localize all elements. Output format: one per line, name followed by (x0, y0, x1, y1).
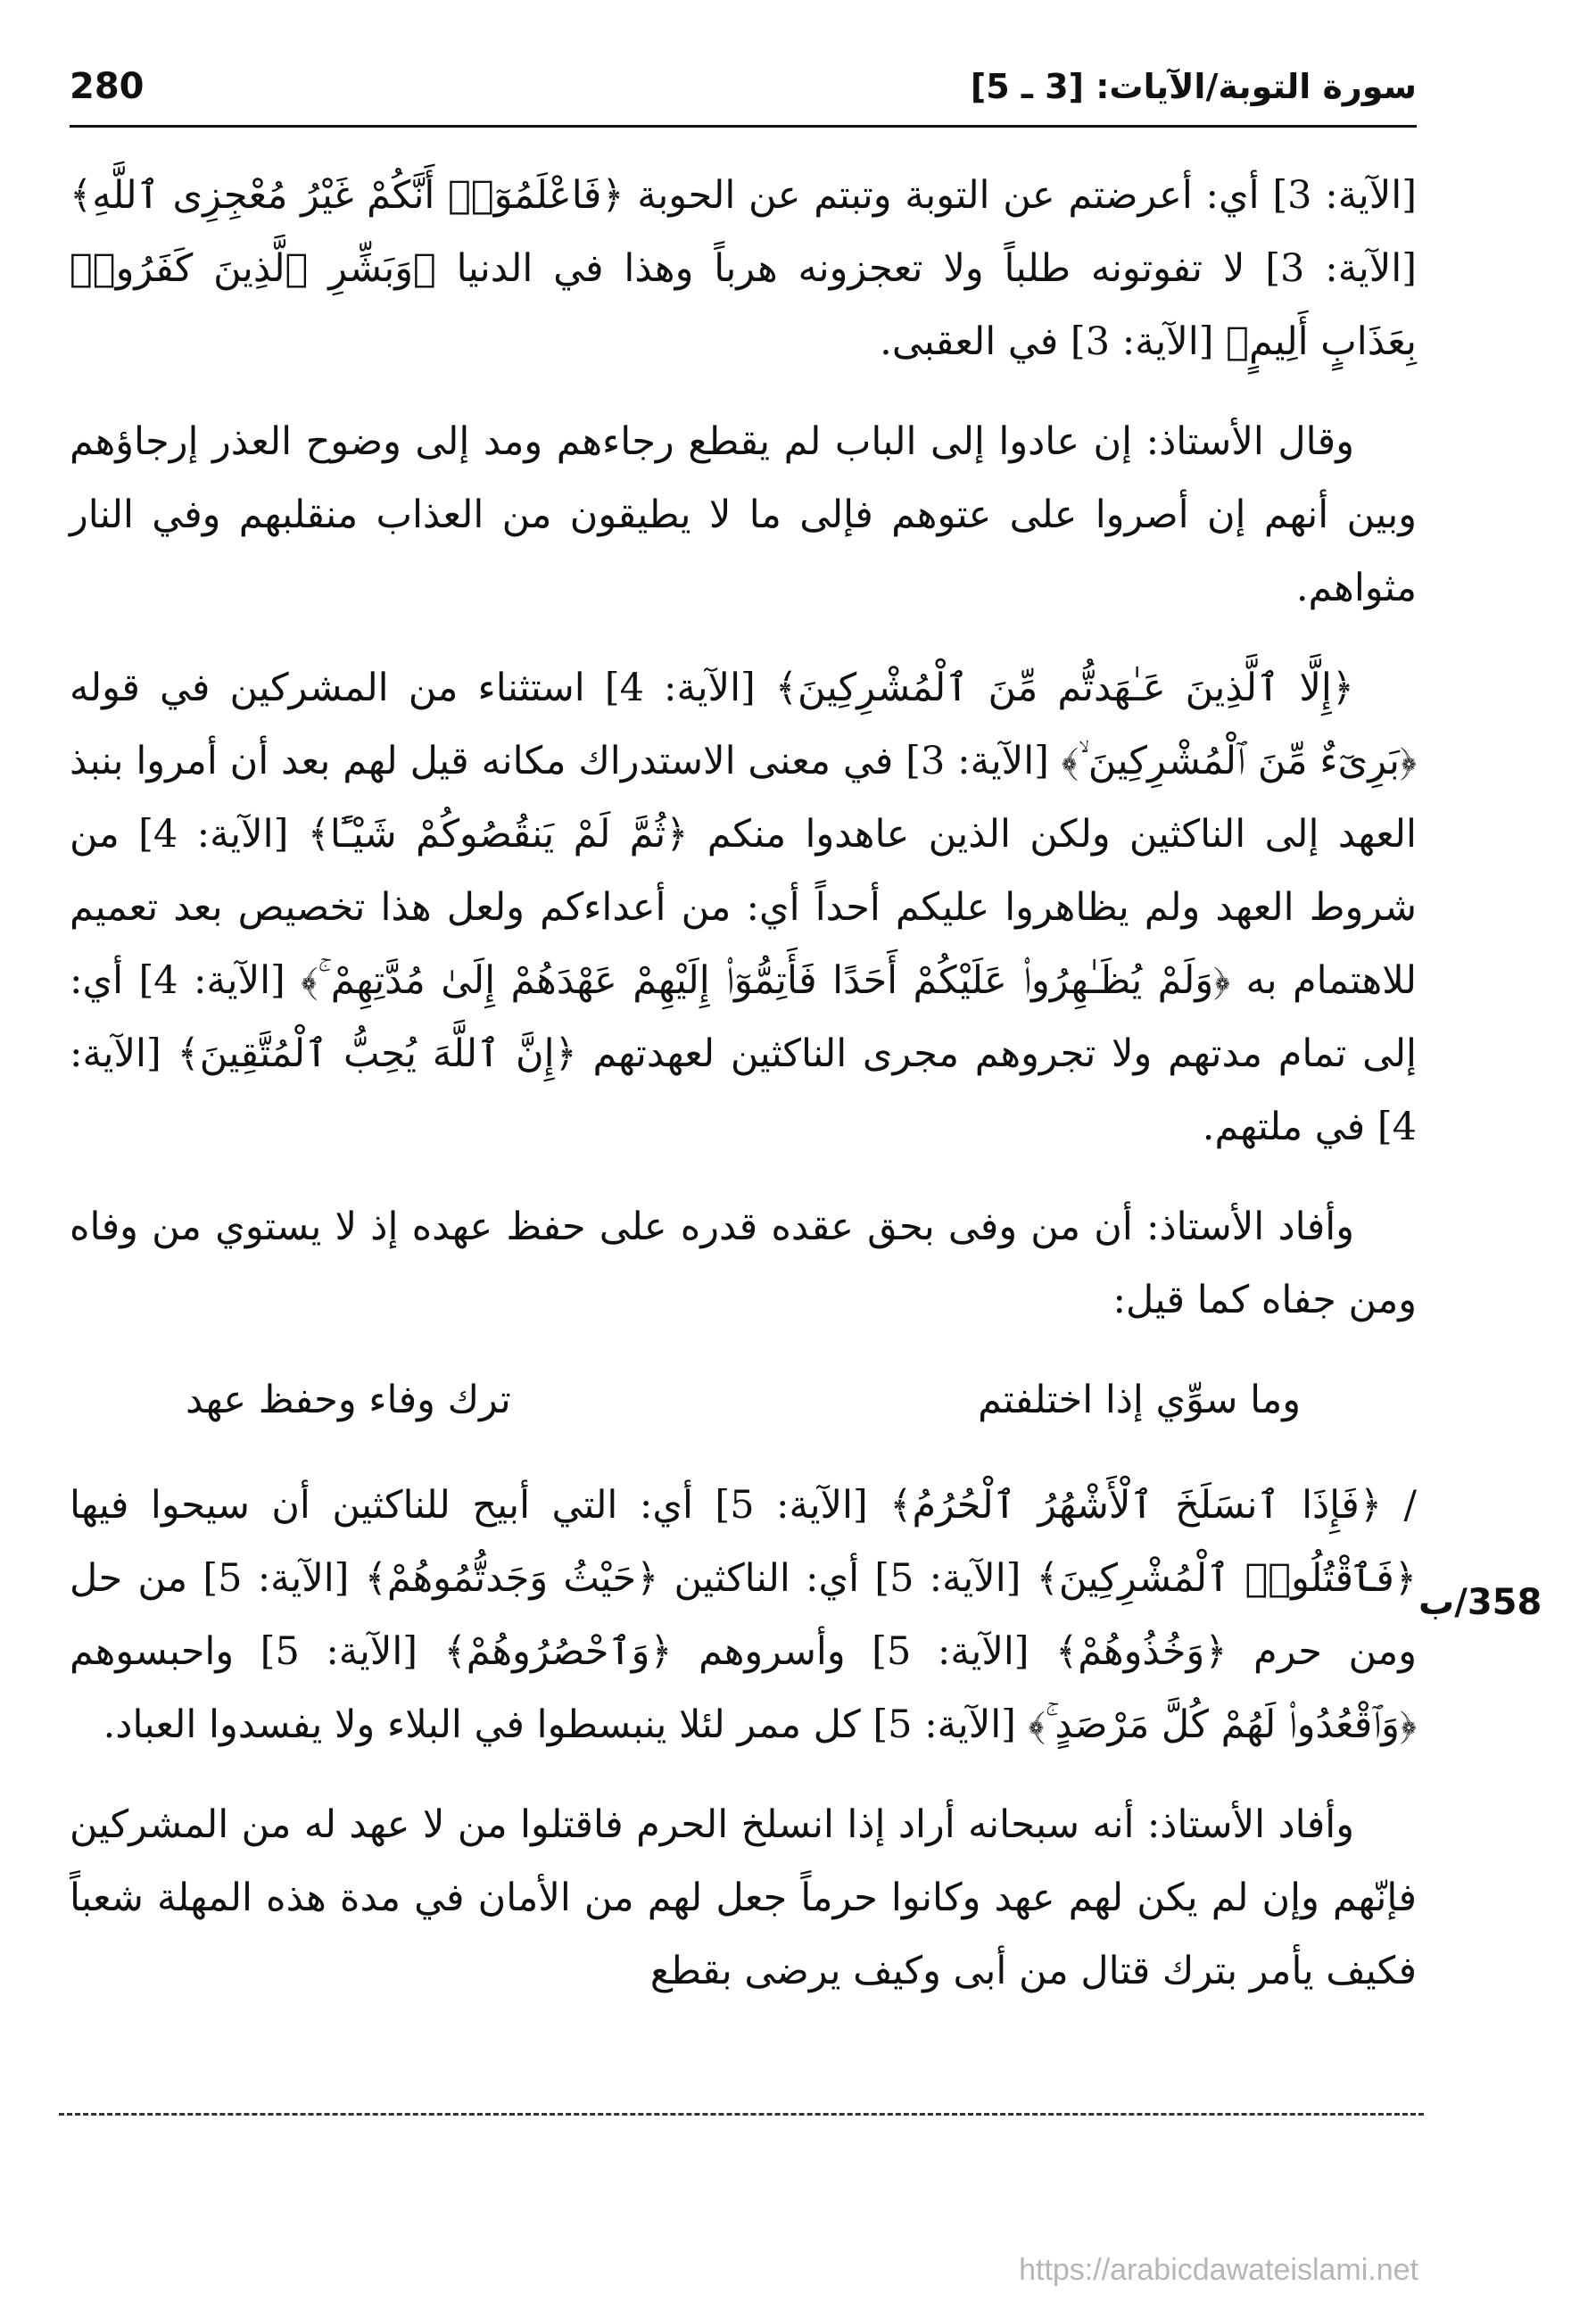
verse-second-hemistich: ترك وفاء وحفظ عهد (186, 1378, 511, 1422)
verse-first-hemistich: وما سوِّي إذا اختلفتم (978, 1378, 1301, 1422)
page-header (70, 55, 1417, 118)
manuscript-folio-note: 358/ب (1418, 1582, 1542, 1623)
watermark-url: https://arabicdawateislami.net (1019, 2253, 1418, 2287)
running-title: سورة التوبة/الآيات: [3 ـ 5] (970, 67, 1417, 106)
poetry-verse (70, 1363, 1417, 1437)
paragraph-2: وقال الأستاذ: إن عادوا إلى الباب لم يقطع رجاءهم ومد إلى وضوح العذر إرجاؤهم وبين أنهم إن أصروا على عتوهم فإلى ما لا يطيقون من العذاب منقلبهم وفي النار مثواهم. (70, 419, 1417, 610)
main-text (70, 159, 1417, 2034)
header-rule (70, 125, 1417, 128)
page-number: 280 (70, 66, 145, 107)
paragraph-3: ﴿إِلَّا ٱلَّذِينَ عَـٰهَدتُّم مِّنَ ٱلْمُشْرِكِينَ﴾ [الآية: 4] استثناء من المشركين في قوله ﴿بَرِىٓءٌ مِّنَ ٱلْمُشْرِكِينَ ۙ﴾ [الآية: 3] في معنى الاستدراك مكانه قيل لهم بعد أن أمروا بنبذ العهد إلى الناكثين ولكن الذين عاهدوا منكم ﴿ثُمَّ لَمْ يَنقُصُوكُمْ شَيْـًٔا﴾ [الآية: 4] من شروط العهد ولم يظاهروا عليكم أحداً أي: من أعداءكم ولعل هذا تخصيص بعد تعميم للاهتمام به ﴿وَلَمْ يُظَـٰهِرُوا۟ عَلَيْكُمْ أَحَدًا فَأَتِمُّوٓا۟ إِلَيْهِمْ عَهْدَهُمْ إِلَىٰ مُدَّتِهِمْ ۚ﴾ [الآية: 4] أي: إلى تمام مدتهم ولا تجروهم مجرى الناكثين لعهدتهم ﴿إِنَّ ٱللَّهَ يُحِبُّ ٱلْمُتَّقِينَ﴾ [الآية: 4] في ملتهم. (70, 666, 1417, 1149)
paragraph-6: وأفاد الأستاذ: أنه سبحانه أراد إذا انسلخ الحرم فاقتلوا من لا عهد له من المشركين فإنّهم وإن لم يكن لهم عهد وكانوا حرماً جعل لهم من الأمان في مدة هذه المهلة شعباً فكيف يأمر بترك قتال من أبى وكيف يرضى بقطع (70, 1802, 1417, 1993)
paragraph-5: / ﴿فَإِذَا ٱنسَلَخَ ٱلْأَشْهُرُ ٱلْحُرُمُ﴾ [الآية: 5] أي: التي أبيح للناكثين أن سيحوا فيها ﴿فَٱقْتُلُوا۟ ٱلْمُشْرِكِينَ﴾ [الآية: 5] أي: الناكثين ﴿حَيْثُ وَجَدتُّمُوهُمْ﴾ [الآية: 5] من حل ومن حرم ﴿وَخُذُوهُمْ﴾ [الآية: 5] وأسروهم ﴿وَٱحْصُرُوهُمْ﴾ [الآية: 5] واحبسوهم ﴿وَٱقْعُدُوا۟ لَهُمْ كُلَّ مَرْصَدٍ ۚ﴾ [الآية: 5] كل ممر لئلا ينبسطوا في البلاء ولا يفسدوا العباد. (70, 1483, 1417, 1747)
strikethrough-dashed-line (59, 2113, 1424, 2116)
paragraph-4: وأفاد الأستاذ: أن من وفى بحق عقده قدره على حفظ عهده إذ لا يستوي من وفاه ومن جفاه كما قيل: (70, 1205, 1417, 1322)
paragraph-1: [الآية: 3] أي: أعرضتم عن التوبة وتبتم عن الحوبة ﴿فَاعْلَمُوٓا۟ أَنَّكُمْ غَيْرُ مُعْجِزِى ٱللَّهِ﴾ [الآية: 3] لا تفوتونه طلباً ولا تعجزونه هرباً وهذا في الدنيا ﴿وَبَشِّرِ ٱلَّذِينَ كَفَرُوا۟ بِعَذَابٍ أَلِيمٍ﴾ [الآية: 3] في العقبى. (70, 173, 1417, 364)
